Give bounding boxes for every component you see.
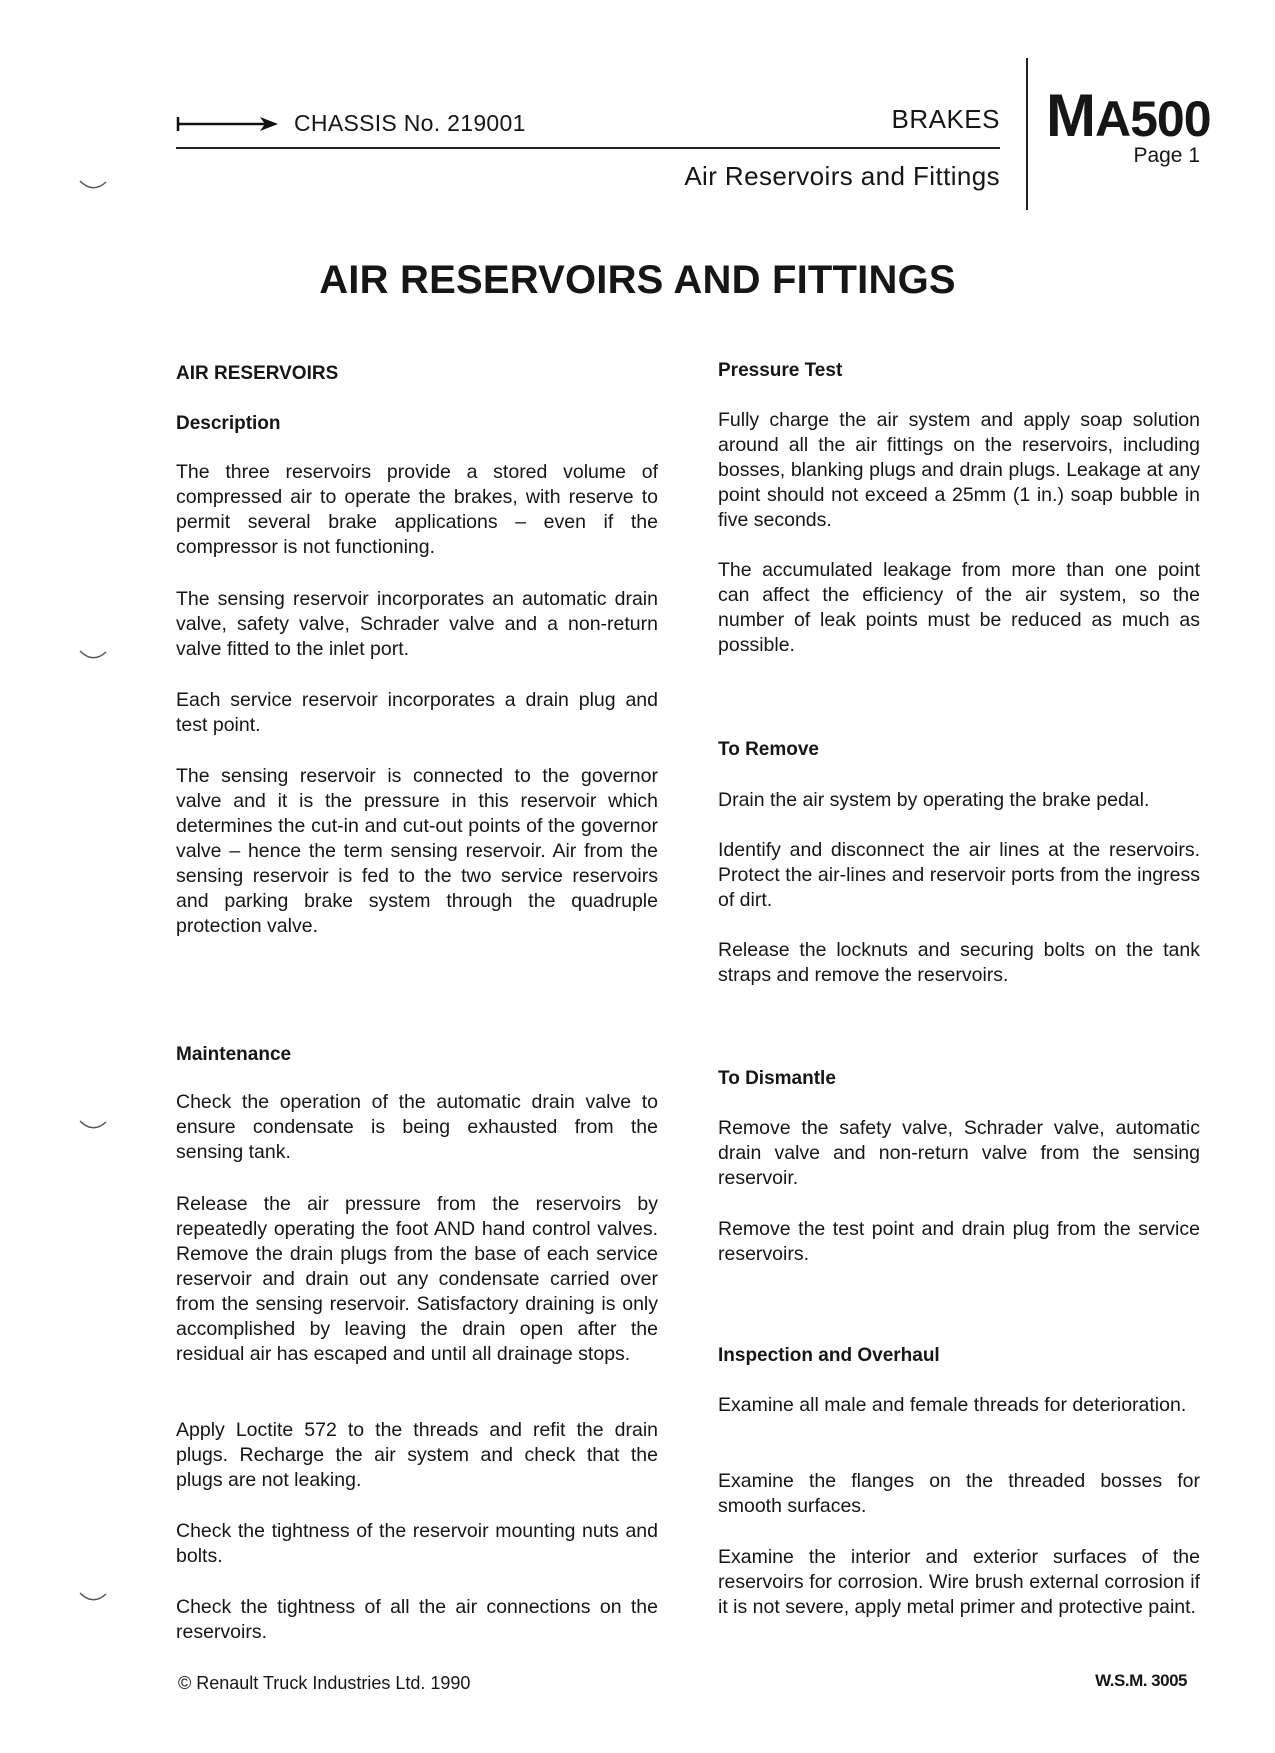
chassis-number: CHASSIS No. 219001 [294,110,526,136]
paragraph: Examine the flanges on the threaded bosses for smooth surfaces. [718,1470,1200,1517]
heading-to-dismantle: To Dismantle [718,1068,836,1089]
section-name: BRAKES [891,104,1000,134]
paragraph: The accumulated leakage from more than one point can affect the efficiency of the air system, so the number of leak points must be reduced as much as possible. [718,559,1200,656]
paragraph: The sensing reservoir is connected to the governor valve and it is the pressure in this reservoir which determines the cut-in and cut-out points of the governor valve – hence the term sensing reservoir. Air from the sensing reservoir is fed to the two service reservoirs and parking brake system through the quadruple protection valve. [176,765,658,937]
paragraph: Check the tightness of all the air connections on the reservoirs. [176,1596,658,1643]
heading-maintenance: Maintenance [176,1044,292,1065]
paragraph: Drain the air system by operating the brake pedal. [718,789,1150,811]
manual-code [1046,82,1211,149]
paragraph: Remove the safety valve, Schrader valve, automatic drain valve and non-return valve from the sensing reservoir. [718,1117,1200,1189]
paragraph: Check the operation of the automatic drain valve to ensure condensate is being exhausted from the sensing tank. [176,1091,658,1163]
punch-mark-icon [78,1590,108,1604]
heading-description: Description [176,413,281,434]
paragraph: Check the tightness of the reservoir mounting nuts and bolts. [176,1520,658,1567]
paragraph: Examine all male and female threads for deterioration. [718,1394,1187,1416]
header-divider [1026,58,1028,210]
heading-to-remove: To Remove [718,739,820,760]
section-heading-air-reservoirs: AIR RESERVOIRS [176,363,339,384]
paragraph: Fully charge the air system and apply soap solution around all the air fittings on the reservoirs, including bosses, blanking plugs and drain plugs. Leakage at any point should not exceed a 25mm (1 in.) soap bubble in five seconds. [718,409,1200,531]
paragraph: Apply Loctite 572 to the threads and refit the drain plugs. Recharge the air system and check that the plugs are not leaking. [176,1419,658,1491]
paragraph: Remove the test point and drain plug from the service reservoirs. [718,1218,1200,1265]
paragraph: The three reservoirs provide a stored volume of compressed air to operate the brakes, with reserve to permit several brake applications – even if the compressor is not functioning. [176,461,658,558]
paragraph: Release the air pressure from the reservoirs by repeatedly operating the foot AND hand control valves. Remove the drain plugs from the base of each service reservoir and drain out any condensate carried over from the sensing reservoir. Satisfactory draining is only accomplished by leaving the drain open after the residual air has escaped and until all drainage stops. [176,1193,658,1365]
header-rule [176,147,1000,149]
manual-code-rest: A500 [1094,91,1211,147]
arrow-right-icon [176,114,280,134]
section-subtitle: Air Reservoirs and Fittings [684,161,1000,191]
punch-mark-icon [78,1118,108,1132]
paragraph: Release the locknuts and securing bolts on the tank straps and remove the reservoirs. [718,939,1200,986]
paragraph: The sensing reservoir incorporates an automatic drain valve, safety valve, Schrader valve and a non-return valve fitted to the inlet port. [176,588,658,660]
page-title: AIR RESERVOIRS AND FITTINGS [319,258,956,302]
copyright: © Renault Truck Industries Ltd. 1990 [178,1673,471,1693]
heading-pressure-test: Pressure Test [718,360,843,381]
page-number: Page 1 [1133,144,1200,167]
document-reference: W.S.M. 3005 [1095,1671,1187,1690]
paragraph: Identify and disconnect the air lines at the reservoirs. Protect the air-lines and reservoir ports from the ingress of dirt. [718,839,1200,911]
paragraph: Each service reservoir incorporates a drain plug and test point. [176,689,658,736]
manual-code-prefix: M [1046,82,1095,149]
punch-mark-icon [78,648,108,662]
heading-inspection: Inspection and Overhaul [718,1345,940,1366]
punch-mark-icon [78,178,108,192]
paragraph: Examine the interior and exterior surfaces of the reservoirs for corrosion. Wire brush external corrosion if it is not severe, apply metal primer and protective paint. [718,1546,1200,1618]
